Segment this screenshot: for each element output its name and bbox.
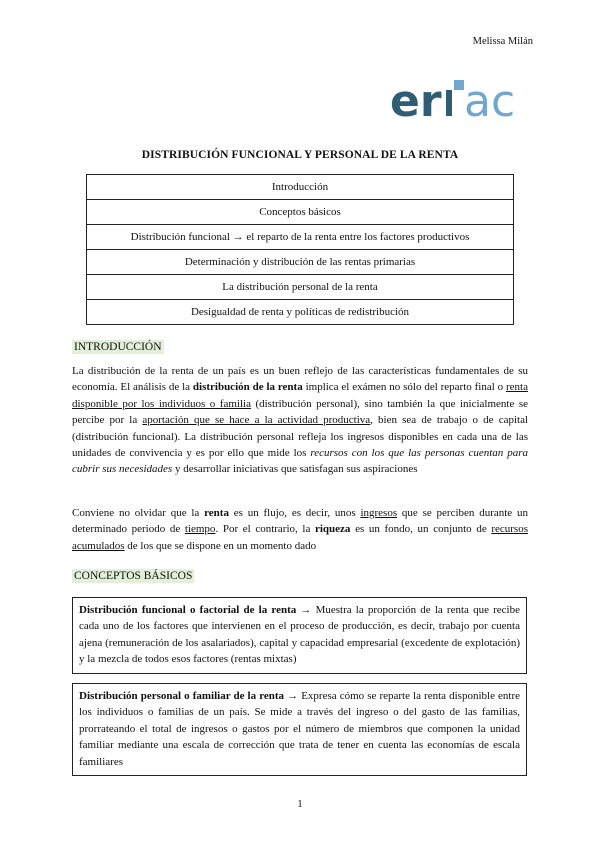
concept-box-functional: Distribución funcional o factorial de la renta → Muestra la proporción de la renta que recibe cada uno de los factores que intervienen en el proceso de producción, es decir, trabajo por cuenta ajena (remuneración de los asalariados), capital y capacidad empresarial (excedente de explotación) y la mezcla de todos esos factores (rentas mixtas) (72, 597, 527, 674)
document-title: DISTRIBUCIÓN FUNCIONAL Y PERSONAL DE LA RENTA (141, 149, 459, 161)
author-name: Melissa Milán (472, 36, 533, 47)
page-number: 1 (297, 798, 303, 810)
table-of-contents (86, 174, 514, 325)
concept-box-personal: Distribución personal o familiar de la renta → Expresa cómo se reparte la renta disponible entre los individuos o familias de un país. Se mide a través del ingreso o del gasto de las familias, prorrateando el total de ingresos o gastos por el número de miembros que componen la unidad familiar mediante una escala de corrección que trata de tener en cuenta las economías de escala familiares (72, 683, 527, 776)
concepts-heading: CONCEPTOS BÁSICOS (74, 570, 193, 582)
toc-item: Determinación y distribución de las rentas primarias (87, 250, 514, 275)
svg-text:er: er (390, 76, 442, 124)
toc-item: Conceptos básicos (87, 200, 514, 225)
erlac-logo (390, 76, 520, 124)
intro-heading: INTRODUCCIÓN (74, 341, 162, 353)
intro-paragraph-1: La distribución de la renta de un país es un buen reflejo de las características fundamentales de su economía. El análisis de la distribución de la renta implica el exámen no sólo del reparto final o renta disponible por los individuos o familia (distribución personal), sino también la que inicialmente se percibe por la aportación que se hace a la actividad productiva, bien sea de trabajo o de capital (distribución funcional). La distribución personal refleja los ingresos disponibles en cada una de las unidades de convivencia y es por ello que mide los recursos con los que las personas cuentan para cubrir sus necesidades y desarrollar iniciativas que satisfagan sus aspiraciones (72, 365, 529, 476)
toc-item: Desigualdad de renta y políticas de redistribución (87, 300, 514, 325)
intro-paragraph-2: Conviene no olvidar que la renta es un flujo, es decir, unos ingresos que se perciben durante un determinado periodo de tiempo. Por el contrario, la riqueza es un fondo, un conjunto de recursos acumulados de los que se dispone en un momento dado (72, 507, 528, 552)
toc-item: Introducción (87, 175, 514, 200)
toc-item: Distribución funcional → el reparto de la renta entre los factores productivos (87, 225, 514, 250)
svg-text:ac: ac (464, 76, 516, 124)
toc-item: La distribución personal de la renta (87, 275, 514, 300)
